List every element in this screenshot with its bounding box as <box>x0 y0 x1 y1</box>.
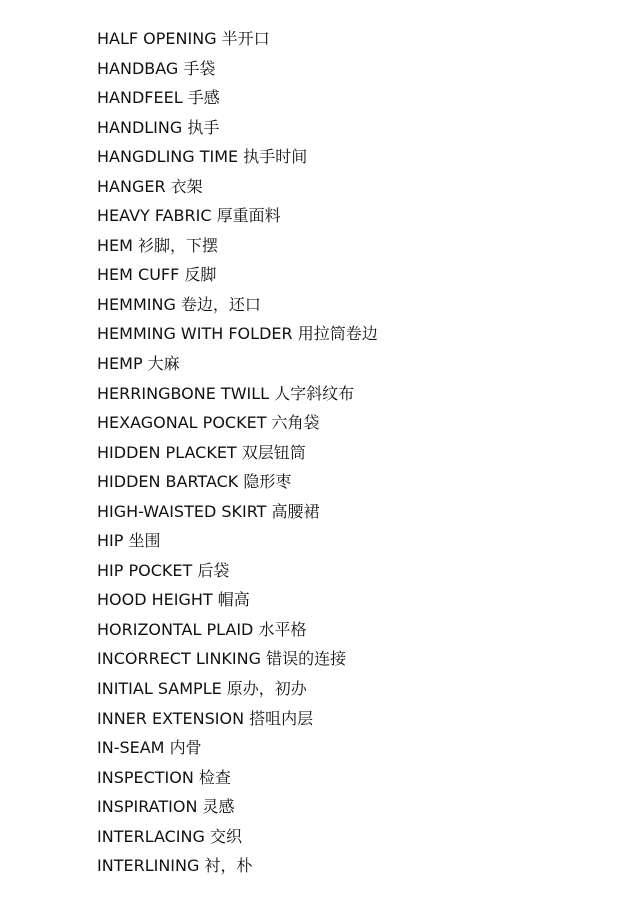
glossary-entry: HEM CUFF 反脚 <box>97 265 217 285</box>
glossary-entry: HANDLING 执手 <box>97 117 220 137</box>
glossary-entry: IN-SEAM 内骨 <box>97 738 202 758</box>
glossary-entry: HANDBAG 手袋 <box>97 58 216 78</box>
glossary-entry: HEMP 大麻 <box>97 354 180 374</box>
glossary-entry: HEAVY FABRIC 厚重面料 <box>97 206 281 226</box>
glossary-entry: HEXAGONAL POCKET 六角袋 <box>97 413 320 433</box>
glossary-entry: HANDFEEL 手感 <box>97 88 220 108</box>
glossary-entry: INTERLACING 交织 <box>97 826 242 846</box>
glossary-entry: HORIZONTAL PLAID 水平格 <box>97 619 307 639</box>
glossary-list <box>97 26 378 883</box>
glossary-entry: INTERLINING 衬，朴 <box>97 856 253 876</box>
glossary-entry: HEMMING WITH FOLDER 用拉筒卷边 <box>97 324 378 344</box>
glossary-entry: HIP POCKET 后袋 <box>97 560 230 580</box>
glossary-entry: HIGH-WAISTED SKIRT 高腰裙 <box>97 501 320 521</box>
glossary-entry: HIDDEN BARTACK 隐形枣 <box>97 472 292 492</box>
glossary-entry: HEMMING 卷边，还口 <box>97 294 261 314</box>
glossary-entry: HIDDEN PLACKET 双层钮筒 <box>97 442 306 462</box>
glossary-entry: INITIAL SAMPLE 原办，初办 <box>97 679 307 699</box>
glossary-entry: HANGER 衣架 <box>97 176 203 196</box>
glossary-entry: INNER EXTENSION 搭咀内层 <box>97 708 314 728</box>
glossary-entry: INSPIRATION 灵感 <box>97 797 235 817</box>
glossary-entry: HIP 坐围 <box>97 531 161 551</box>
glossary-entry: HERRINGBONE TWILL 人字斜纹布 <box>97 383 355 403</box>
glossary-entry: HOOD HEIGHT 帽高 <box>97 590 250 610</box>
glossary-entry: HEM 衫脚，下摆 <box>97 235 219 255</box>
glossary-entry: HANGDLING TIME 执手时间 <box>97 147 308 167</box>
glossary-entry: HALF OPENING 半开口 <box>97 29 270 48</box>
glossary-entry: INSPECTION 检查 <box>97 767 231 787</box>
glossary-entry: INCORRECT LINKING 错误的连接 <box>97 649 347 669</box>
